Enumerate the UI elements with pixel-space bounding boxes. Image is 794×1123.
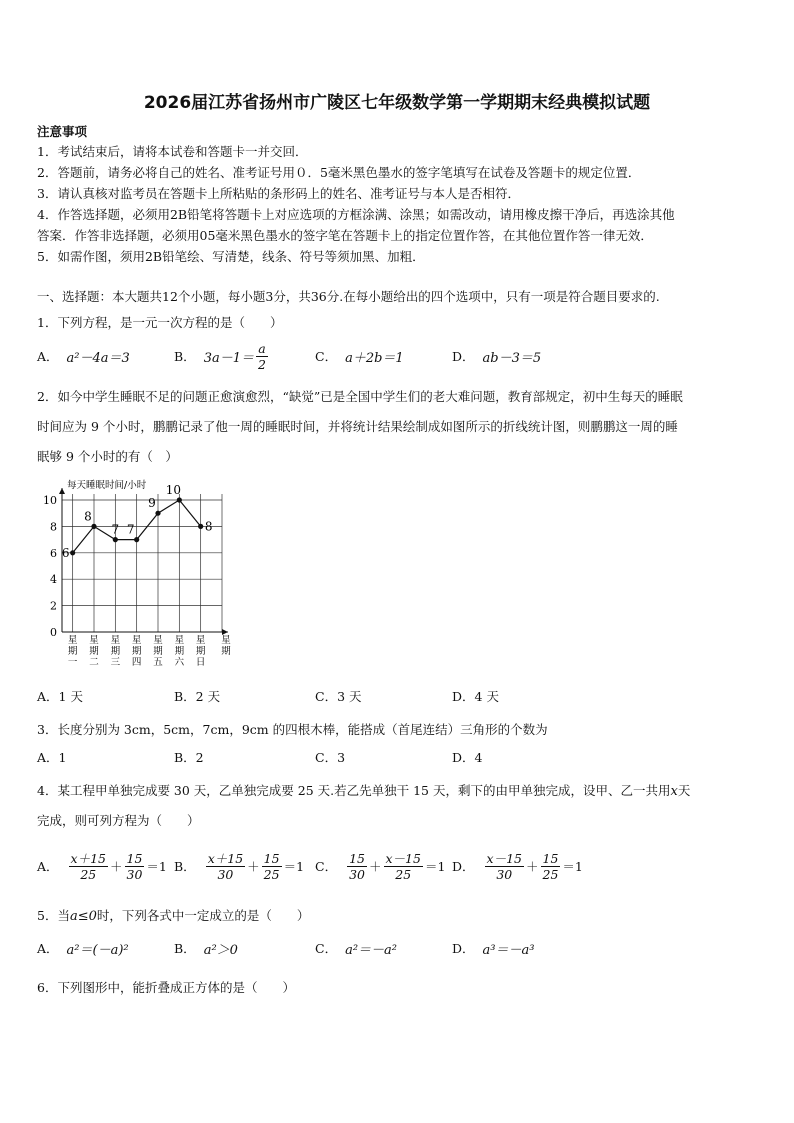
numerator: x－15 (486, 850, 522, 866)
q5-stem (37, 906, 309, 924)
q2-stem-3: 眠够 9 个小时的有（ ） (37, 449, 178, 464)
expression: a²＝(－a)² (66, 942, 129, 958)
data-label: 8 (84, 509, 92, 524)
x-tick-label: 期 (131, 646, 142, 657)
notice-item-4: 4．作答选择题，必须用2B铅笔将答题卡上对应选项的方框涂满、涂黑；如需改动，请用橡皮擦干净后，再选涂其他 (37, 207, 675, 222)
page-title: 2026届江苏省扬州市广陵区七年级数学第一学期期末经典模拟试题 (143, 93, 651, 113)
q4-stem-2: 完成，则可列方程为（ ） (37, 813, 200, 828)
denominator: 30 (217, 866, 234, 882)
expression: 3a－1＝ (203, 350, 254, 366)
numerator: a (258, 340, 266, 356)
option-label: B． (174, 941, 196, 956)
x-tick-label: 六 (174, 657, 185, 668)
x-tick-label: 星 (110, 635, 121, 646)
denominator: 25 (263, 866, 280, 882)
data-label: 7 (111, 522, 120, 537)
x-tick-label: 星 (67, 635, 78, 646)
q5-option-d (452, 932, 534, 964)
y-tick-label: 10 (43, 494, 57, 507)
q2-option-a: A．1 天 (37, 689, 83, 704)
x-tick-label: 星 (195, 635, 206, 646)
option-label: D． (452, 859, 475, 874)
expression: a＋2b＝1 (345, 350, 404, 366)
q5-stem-post: 时，下列各式中一定成立的是（ ） (96, 908, 310, 923)
data-label: 10 (165, 483, 181, 497)
fraction (541, 851, 561, 882)
fraction (262, 851, 282, 882)
fraction (347, 851, 367, 882)
x-tick-label: 日 (195, 657, 206, 668)
data-label: 6 (61, 545, 70, 560)
numerator: x－15 (385, 850, 421, 866)
plus-sign: ＋ (110, 859, 123, 874)
x-tick-label: 五 (153, 657, 163, 668)
fraction (384, 851, 423, 882)
expression: ab－3＝5 (482, 350, 542, 366)
numerator: 15 (263, 850, 280, 866)
option-label: D． (452, 941, 475, 956)
denominator: 30 (349, 866, 365, 882)
y-tick-label: 4 (50, 573, 57, 587)
x-tick-label: 期 (153, 646, 163, 657)
equals-one: ＝1 (283, 859, 305, 874)
expression: a²＝－a² (345, 942, 398, 958)
data-point (91, 524, 96, 529)
q3-option-b: B．2 (174, 750, 204, 765)
q4-stem-text: 4．某工程甲单独完成要 30 天，乙单独完成要 25 天.若乙先单独干 15 天，剩下的由甲单独完成，设甲、乙一共用 (37, 783, 671, 798)
option-label: A． (37, 349, 59, 364)
x-tick-label: 期 (67, 646, 78, 657)
notice-item-2: 2．答题前，请务必将自己的姓名、准考证号用０．5毫米黑色墨水的签字笔填写在试卷及答题卡的规定位置． (37, 165, 641, 180)
y-axis-arrow-icon (59, 488, 65, 494)
q2-stem-1: 2．如今中学生睡眠不足的问题正愈演愈烈，“缺觉”已是全国中学生们的老大难问题，教育部规定，初中生每天的睡眠 (37, 389, 683, 404)
q4-stem-tail: 天 (677, 783, 691, 798)
fraction (256, 341, 268, 372)
option-label: B． (174, 859, 196, 874)
q1-option-c (315, 340, 404, 372)
y-axis-label: 每天睡眠时间/小时 (67, 480, 147, 491)
plus-sign: ＋ (247, 859, 260, 874)
fraction (69, 851, 108, 882)
q3-stem: 3．长度分别为 3cm，5cm，7cm，9cm 的四根木棒，能搭成（首尾连结）三角形的个数为 (37, 722, 548, 737)
numerator: x＋15 (207, 850, 244, 866)
option-label: D． (452, 349, 475, 364)
data-label: 8 (204, 519, 213, 534)
y-tick-label: 8 (50, 520, 57, 534)
q3-option-c: C．3 (315, 750, 346, 765)
y-tick-label: 6 (50, 546, 57, 560)
q4-option-b (174, 848, 304, 884)
y-tick-label: 0 (50, 626, 57, 639)
q3-option-a: A．1 (37, 750, 67, 765)
q4-options (37, 848, 757, 884)
option-label: B． (174, 349, 196, 364)
notice-item-1: 1．考试结束后，请将本试卷和答题卡一并交回． (37, 144, 308, 159)
q4-stem-1 (37, 781, 690, 799)
equals-one: ＝1 (562, 859, 583, 874)
q1-options (37, 340, 757, 372)
x-tick-label: 四 (131, 657, 142, 668)
data-point (113, 537, 118, 542)
q3-options (37, 741, 757, 773)
q2-options (37, 680, 757, 712)
data-label: 7 (126, 522, 135, 537)
x-tick-label: 星 (131, 635, 142, 646)
q5-option-b (174, 932, 238, 964)
q1-option-d (452, 340, 541, 372)
equals-one: ＝1 (146, 859, 167, 874)
plus-sign: ＋ (526, 859, 539, 874)
fraction (125, 851, 145, 882)
q1-option-a (37, 340, 130, 372)
section-heading: 一、选择题：本大题共12个小题，每小题3分，共36分.在每小题给出的四个选项中，只有一项是符合题目要求的. (37, 289, 660, 304)
data-point (198, 524, 203, 529)
data-label: 9 (148, 496, 156, 511)
x-tick-label: 三 (110, 657, 121, 668)
option-label: C． (315, 859, 338, 874)
plus-sign: ＋ (368, 859, 382, 874)
expression: a²－4a＝3 (66, 350, 130, 366)
x-axis-label: 星 (221, 635, 231, 646)
x-tick-label: 二 (89, 657, 99, 668)
data-point (155, 511, 160, 516)
denominator: 30 (126, 866, 143, 882)
notice-item-4-cont: 答案．作答非选择题，必须用05毫米黑色墨水的签字笔在答题卡上的指定位置作答，在其他位置作答一律无效． (37, 228, 653, 243)
option-label: C． (315, 349, 338, 364)
sleep-line-chart (37, 478, 247, 678)
expression: a³＝－a³ (482, 942, 535, 958)
q1-stem: 1．下列方程，是一元一次方程的是（ ） (37, 315, 283, 330)
x-tick-label: 期 (110, 646, 121, 657)
q2-option-d: D．4 天 (452, 689, 499, 704)
q6-stem: 6．下列图形中，能折叠成正方体的是（ ） (37, 980, 295, 995)
option-label: C． (315, 941, 338, 956)
x-tick-label: 星 (174, 635, 185, 646)
x-tick-label: 期 (89, 646, 99, 657)
option-label: A． (37, 941, 59, 956)
q5-option-a (37, 932, 129, 964)
data-point (134, 537, 139, 542)
x-tick-label: 期 (195, 646, 206, 657)
q1-option-b (174, 340, 270, 372)
numerator: 15 (542, 850, 559, 866)
q4-option-d (452, 848, 583, 884)
denominator: 2 (257, 356, 266, 372)
chart-svg (37, 478, 247, 678)
x-tick-label: 星 (89, 635, 99, 646)
y-tick-label: 2 (50, 599, 57, 613)
numerator: 15 (349, 850, 365, 866)
equals-one: ＝1 (424, 859, 446, 874)
fraction (206, 851, 245, 882)
q5-stem-pre: 5．当 (37, 908, 70, 923)
denominator: 25 (395, 866, 412, 882)
denominator: 25 (80, 866, 97, 882)
expression: a²＞0 (203, 942, 238, 958)
q3-option-d: D．4 (452, 750, 483, 765)
variable-x: x (670, 784, 678, 799)
denominator: 25 (542, 866, 559, 882)
q2-stem-2: 时间应为 9 个小时，鹏鹏记录了他一周的睡眠时间，并将统计结果绘制成如图所示的折线统计图，则鹏鹏这一周的睡 (37, 419, 678, 434)
fraction (485, 851, 524, 882)
data-point (70, 550, 75, 555)
x-tick-label: 星 (153, 635, 163, 646)
q2-option-b: B．2 天 (174, 689, 221, 704)
q5-options (37, 932, 757, 964)
numerator: x＋15 (70, 850, 106, 866)
q4-option-c (315, 848, 445, 884)
x-axis-label: 期 (221, 646, 231, 657)
q4-option-a (37, 848, 167, 884)
notice-item-3: 3．请认真核对监考员在答题卡上所粘贴的条形码上的姓名、准考证号与本人是否相符． (37, 186, 520, 201)
x-tick-label: 一 (67, 657, 78, 668)
data-point (177, 497, 182, 502)
x-tick-label: 期 (174, 646, 185, 657)
q2-option-c: C．3 天 (315, 689, 362, 704)
notice-heading: 注意事项 (37, 124, 88, 139)
denominator: 30 (496, 866, 513, 882)
q5-condition: a≤0 (69, 909, 97, 924)
q5-option-c (315, 932, 397, 964)
numerator: 15 (126, 850, 143, 866)
notice-item-5: 5．如需作图，须用2B铅笔绘、写清楚，线条、符号等须加黑、加粗． (37, 249, 425, 264)
option-label: A． (37, 859, 59, 874)
